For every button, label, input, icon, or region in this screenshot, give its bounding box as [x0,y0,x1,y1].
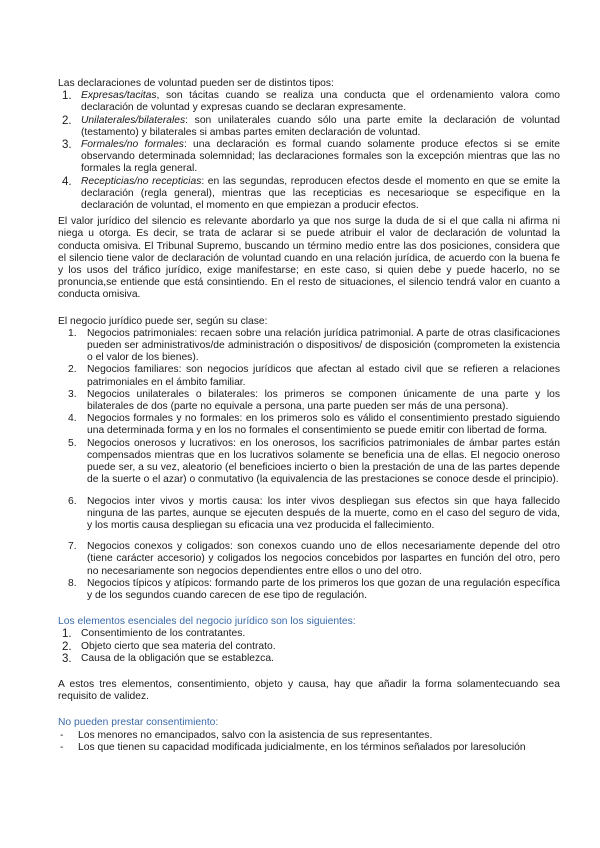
essential-element-item [58,628,560,640]
negocio-type-text: Negocios conexos y coligados: son conexos cuando uno de ellos necesariamente depende del otro (tiene carácter accesorio) y coligados los negocios concebidos por laspartes en función del otro, pero no necesariamente son negocios dependientes entre ellos o uno del otro. [87,541,560,577]
form-paragraph: A estos tres elementos, consentimiento, objeto y causa, hay que añadir la forma solamentecuando sea requisito de validez. [58,678,560,703]
list-number: 7. [68,541,77,553]
consent-exclusion-item [58,730,560,742]
list-number: 1. [68,327,77,339]
list-number: 1. [62,90,72,103]
list-number: 8. [68,577,77,589]
dash-marker: - [60,741,64,753]
declaration-type-term: Expresas/tacitas [81,90,157,102]
list-number: 3. [62,652,72,665]
negocio-type-item [58,438,560,487]
negocio-type-item [58,413,560,437]
essential-element-text: Causa de la obligación que se establezca. [81,652,274,664]
essential-elements-list [58,628,560,665]
negocio-type-text: Negocios familiares: son negocios jurídicos que afectan al estado civil que se refieren a relaciones patrimoniales en el ámbito familiar. [87,364,560,388]
declaration-type-term: Formales/no formales [81,139,184,151]
declaration-type-description: : una declaración es formal cuando solamente produce efectos si se emite observando determinada solemnidad; las declaraciones formales son la excepción mientras que las no formales la regla general. [81,139,560,175]
list-number: 5. [68,437,77,449]
list-number: 2. [68,364,77,376]
elements-heading: Los elementos esenciales del negocio jurídico son los siguientes: [58,616,356,628]
list-number: 3. [62,139,72,152]
negocio-type-text: Negocios típicos y atípicos: formando parte de los primeros los que gozan de una regulación específica y de los segundos cuando carecen de ese tipo de regulación. [87,577,560,601]
declaration-types-list [58,90,560,212]
declaration-type-item [58,176,560,213]
consent-exclusion-item [58,742,560,754]
negocio-type-text: Negocios patrimoniales: recaen sobre una relación jurídica patrimonial. A parte de otras clasificaciones pueden ser administrativos/de administración o dispositivos/ de disposición (comprometen la existencia o el valor de los bienes). [87,327,560,364]
list-number: 1. [62,628,72,641]
consent-exclusion-text: Los que tienen su capacidad modificada judicialmente, en los términos señalados por laresolución [78,741,526,753]
essential-element-text: Consentimiento de los contratantes. [81,628,246,640]
negocio-type-text: Negocios formales y no formales: en los primeros solo es válido el consentimiento prestado siguiendo una determinada forma y en los no formales el consentimiento se puede emitir con libertad de forma. [87,413,560,437]
declaration-type-description: : son unilaterales cuando sólo una parte emite la declaración de voluntad (testamento) y bilaterales si ambas partes emiten declaración de voluntad. [81,114,560,138]
negocio-intro: El negocio jurídico puede ser, según su clase: [58,315,268,327]
consent-heading: No pueden prestar consentimiento: [58,717,219,729]
negocio-type-text: Negocios unilaterales o bilaterales: los primeros se componen únicamente de una parte y los bilaterales de dos (parte no equivale a persona, una parte pueden ser más de una persona). [87,388,560,413]
types-intro: Las declaraciones de voluntad pueden ser de distintos tipos: [58,78,334,89]
list-number: 2. [62,114,72,127]
negocio-types-list [58,328,560,602]
consent-exclusions-list [58,730,560,754]
essential-element-item [58,653,560,665]
negocio-type-text: Negocios onerosos y lucrativos: en los onerosos, los sacrificios patrimoniales de ámbar partes están compensados mientras que en los lucrativos solamente se beneficia una de ellas. El negocio oneroso puede ser, a su vez, aleatorio (el beneficioes incierto o bien la prestación de una de las partes depende de la suerte o el azar) o conmutativo (la equivalencia de las prestaciones se conoce desde el principio). [87,437,560,486]
negocio-type-item [58,364,560,388]
essential-element-text: Objeto cierto que sea materia del contrato. [81,640,276,652]
list-number: 4. [68,413,77,425]
negocio-type-item [58,328,560,365]
list-number: 3. [68,388,77,400]
declaration-type-description: : en las segundas, reproducen efectos desde el momento en que se emite la declaración (regla general), mientras que las recepticias es necesarioque se especifique en la declaración de voluntad, el momento en que empiezan a producir efectos. [81,175,561,212]
declaration-type-term: Unilaterales/bilaterales [81,114,186,126]
negocio-type-item [58,496,560,533]
list-number: 4. [62,175,72,188]
essential-element-item [58,641,560,653]
list-number: 6. [68,495,77,507]
declaration-type-item [58,139,560,176]
list-number: 2. [62,640,72,653]
dash-marker: - [60,729,64,741]
negocio-type-text: Negocios inter vivos y mortis causa: los inter vivos despliegan sus efectos sin que haya fallecido ninguna de las partes, aunque se ejecuten después de la muerte, como en el caso del seguro de vida, y los mortis causa despliegan su eficacia una vez producida el fallecimiento. [87,495,560,531]
silence-paragraph: El valor jurídico del silencio es relevante abordarlo ya que nos surge la duda de si el que calla ni afirma ni niega u otorga. Es decir, se trata de aclarar si se puede atribuir el valor de declaración de voluntad la conducta omisiva. El Tribunal Supremo, buscando un término medio entre las dos posiciones, considera que el silencio tiene valor de declaración de voluntad cuando en una relación jurídica, de acuerdo con la buena fe y los usos del tráfico jurídico, exige manifestarse; en este caso, si quien debe y puede hacerlo, no se pronuncia,se entiende que está consintiendo. En el resto de situaciones, el silencio tendrá valor en cuanto a conducta omisiva. [58,216,560,301]
declaration-type-description: , son tácitas cuando se realiza una conducta que el ordenamiento valora como declaración de voluntad y expresas cuando se declaran expresamente. [81,90,560,114]
negocio-type-item [58,389,560,413]
negocio-type-item [58,578,560,602]
declaration-type-item [58,90,560,114]
consent-exclusion-text: Los menores no emancipados, salvo con la asistencia de sus representantes. [78,729,433,741]
declaration-type-term: Recepticias/no recepticias [81,175,202,187]
declaration-type-item [58,115,560,139]
negocio-type-item [58,541,560,578]
